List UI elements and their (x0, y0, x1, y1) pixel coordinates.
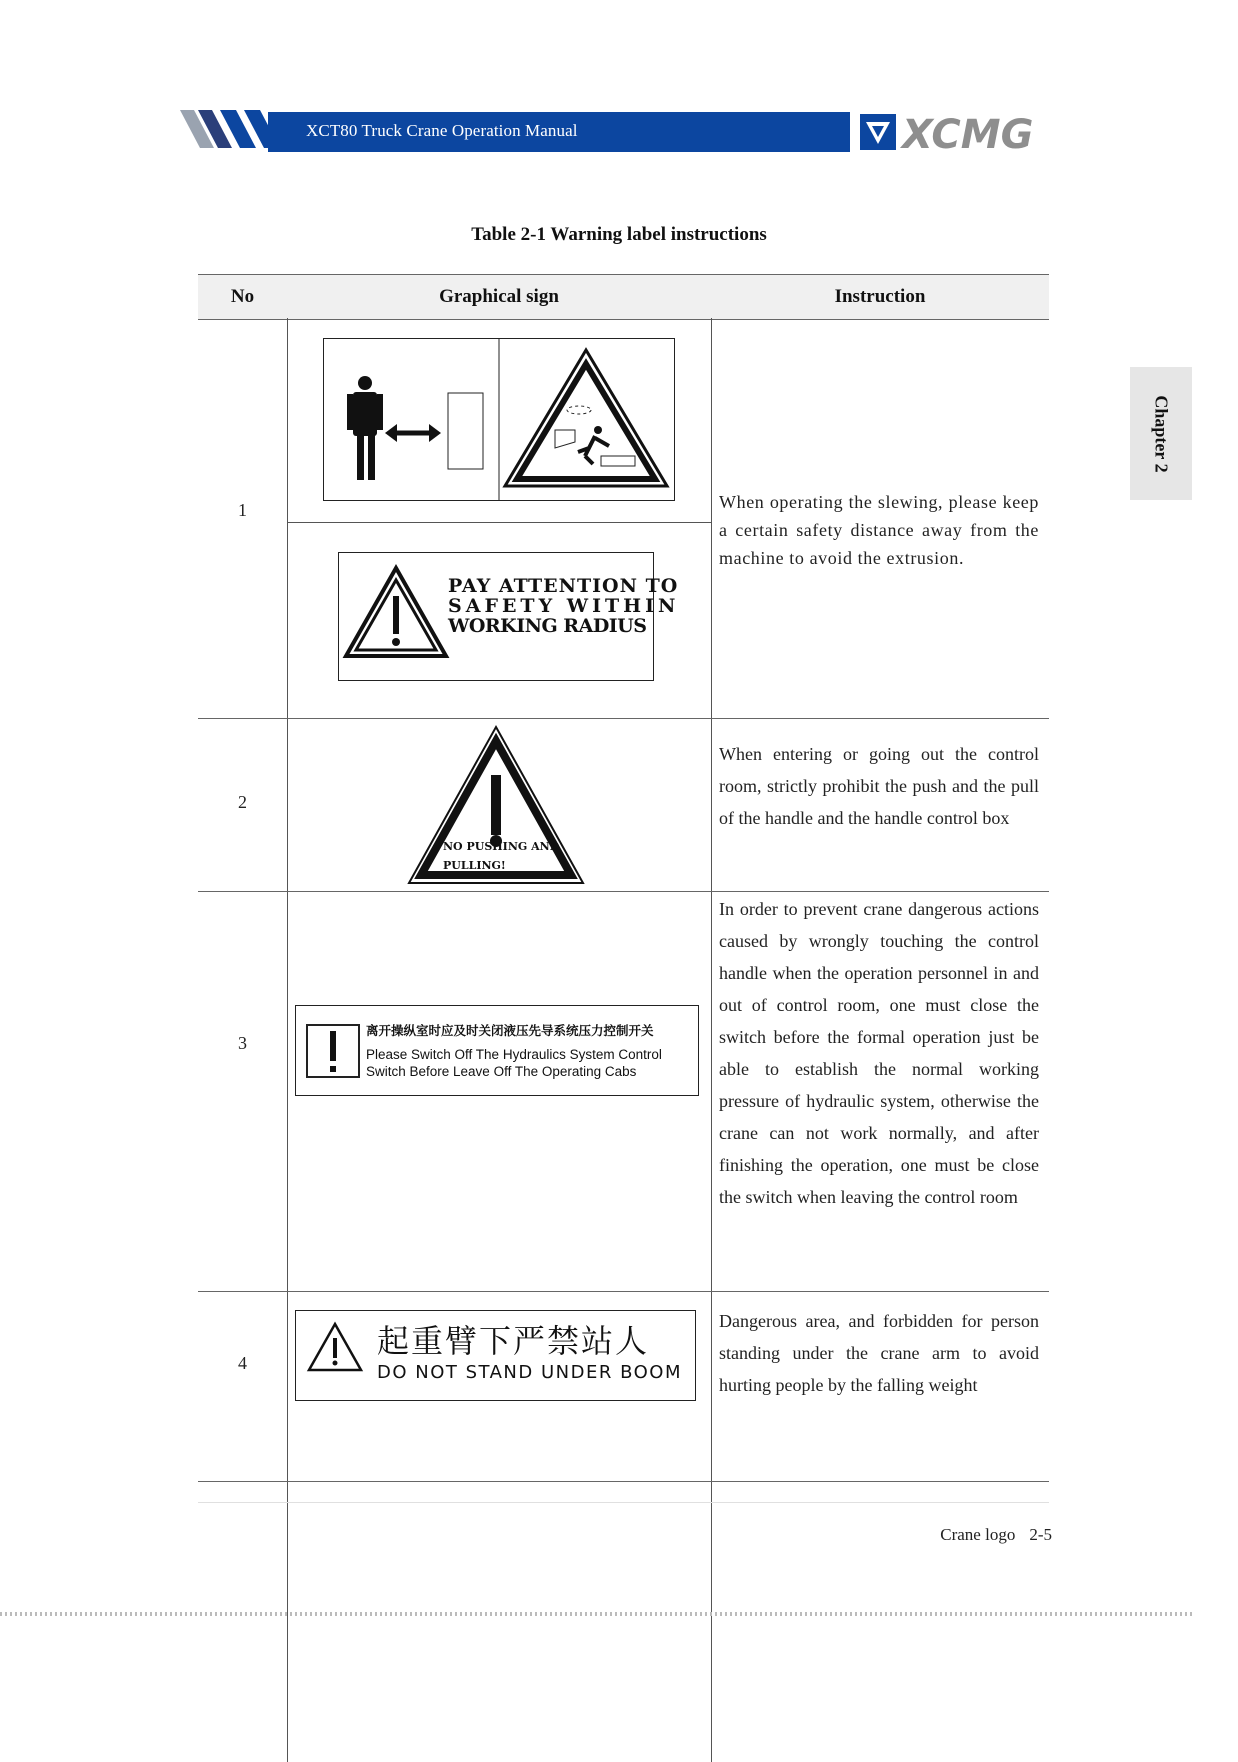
svg-text:Switch Before Leave Off The Op: Switch Before Leave Off The Operating Cabs (366, 1064, 637, 1079)
stand-under-boom-sign (295, 1310, 696, 1402)
table-row (198, 1291, 1049, 1482)
header-title: XCT80 Truck Crane Operation Manual (306, 121, 578, 140)
page-footer (926, 1525, 1052, 1545)
instruction-text: When entering or going out the control room, strictly prohibit the push and the pull of the handle and the handle control box (719, 744, 1039, 828)
svg-text:WORKING RADIUS: WORKING RADIUS (448, 615, 647, 637)
col-no: No (230, 286, 255, 307)
instruction-text: Dangerous area, and forbidden for person standing under the crane arm to avoid hurting people by the falling weight (719, 1311, 1039, 1395)
instruction-text: In order to prevent crane dangerous actions caused by wrongly touching the control handle when the operation personnel in and out of control room, one must close the switch before the formal operation just be able to establish the normal working pressure of hydraulic system, otherwise the crane can not work normally, and after finishing the operation, one must be close the switch when leaving the control room (719, 899, 1039, 1207)
svg-text:XCMG: XCMG (902, 112, 1034, 158)
working-radius-sign (338, 552, 680, 682)
xcmg-logo (860, 112, 1050, 158)
svg-text:离开操纵室时应及时关闭液压先导系统压力控制开关: 离开操纵室时应及时关闭液压先导系统压力控制开关 (366, 1023, 654, 1038)
cell-divider (287, 522, 711, 523)
bottom-dotted-edge (0, 1612, 1192, 1616)
svg-text:PAY ATTENTION TO: PAY ATTENTION TO (448, 575, 679, 597)
svg-text:SAFETY WITHIN: SAFETY WITHIN (448, 595, 680, 617)
table-row (198, 718, 1049, 892)
slewing-warning-sign (323, 338, 675, 502)
no-pushing-sign (403, 723, 589, 886)
hydraulics-switch-sign (295, 1005, 699, 1097)
footer-section: Crane logo (940, 1525, 1016, 1544)
svg-text:起重臂下严禁站人: 起重臂下严禁站人 (377, 1322, 650, 1360)
footer-rule (198, 1502, 1049, 1503)
svg-text:NO PUSHING AND: NO PUSHING AND (443, 840, 560, 853)
svg-text:Please Switch Off The Hydrauli: Please Switch Off The Hydraulics System Control (366, 1047, 662, 1062)
page-number: 2-5 (1029, 1525, 1052, 1544)
table-row (198, 891, 1049, 1292)
instruction-text: When operating the slewing, please keep a certain safety distance away from the machine to avoid the extrusion. (719, 492, 1039, 568)
row-number: 2 (238, 792, 247, 812)
row-number: 1 (238, 500, 247, 520)
chapter-tab: Chapter 2 (1130, 367, 1192, 500)
table-header (198, 274, 1049, 320)
svg-text:PULLING!: PULLING! (443, 859, 506, 872)
row-number: 3 (238, 1033, 247, 1053)
col-instruction: Instruction (834, 286, 926, 307)
table-title: Table 2-1 Warning label instructions (471, 224, 767, 245)
row-number: 4 (238, 1353, 247, 1373)
col-graphical-sign: Graphical sign (439, 286, 559, 307)
svg-text:DO NOT STAND UNDER BOOM: DO NOT STAND UNDER BOOM (377, 1362, 682, 1383)
